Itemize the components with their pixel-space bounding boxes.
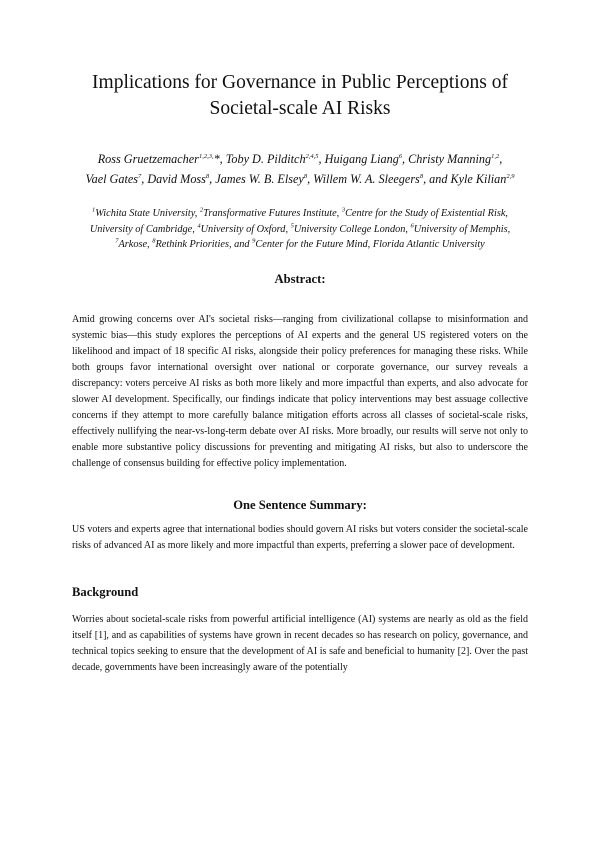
background-text: Worries about societal-scale risks from powerful artificial intelligence (AI) systems are nearly as old as the field itself [1], and as capabilities of systems have grown in recent decades so has research on policy, governance, and technical topics seeking to ensure that the development of AI is safe and beneficial to humanity [2]. Over the past decade, governments have been increasingly aware of the potentially xyxy=(72,613,528,673)
title-line-2: Societal-scale AI Risks xyxy=(209,98,391,119)
affiliation: University of Memphis, xyxy=(413,223,511,235)
author-affil-sup: 1,2 xyxy=(491,152,500,160)
author-name: Vael Gates xyxy=(85,172,138,186)
author-name: Kyle Kilian xyxy=(450,172,507,186)
summary-heading: One Sentence Summary: xyxy=(233,497,367,512)
affil-sup: 5 xyxy=(290,222,294,230)
author-affil-sup: 1,2,3, xyxy=(198,152,214,160)
author-sep: *, xyxy=(213,152,226,166)
author-affil-sup: 2,9 xyxy=(506,172,515,180)
affil-sup: 1 xyxy=(92,206,96,214)
background-heading: Background xyxy=(72,584,139,599)
author-sep: , xyxy=(318,152,325,166)
author-sep: , xyxy=(209,172,216,186)
summary-text: US voters and experts agree that international bodies should govern AI risks but voters consider the societal-scale risks of advanced AI as more likely and more impactful than experts, preferring a slower pace of development. xyxy=(72,523,528,551)
author-sep: , xyxy=(499,152,503,166)
affil-sup: 3 xyxy=(341,206,346,214)
paper-page xyxy=(0,70,600,846)
affiliation: University of Oxford, xyxy=(200,223,291,235)
paper-title xyxy=(72,70,528,122)
affiliation: Wichita State University, xyxy=(95,208,200,219)
author-affil-sup: 8 xyxy=(419,172,424,180)
author-name: Huigang Liang xyxy=(324,152,399,166)
author-affil-sup: 6 xyxy=(398,152,403,160)
author-sep: , xyxy=(307,172,314,186)
author-name: James W. B. Elsey xyxy=(215,172,304,186)
author-sep: , xyxy=(402,152,409,166)
affil-sup: 2 xyxy=(199,206,204,214)
affil-sup: 6 xyxy=(410,222,414,230)
affiliation: Transformative Futures Institute, xyxy=(203,208,342,219)
affil-sup: 8 xyxy=(152,237,156,245)
author-list xyxy=(72,149,528,189)
author-sep: , and xyxy=(423,172,451,186)
author-affil-sup: 2,4,5 xyxy=(305,152,319,160)
author-name: Ross Gruetzemacher xyxy=(97,152,199,166)
author-affil-sup: 8 xyxy=(205,172,210,180)
author-name: Christy Manning xyxy=(408,152,492,166)
abstract-heading: Abstract: xyxy=(274,271,326,286)
affiliation: Centre for the Study of Existential Risk, University of Cambridge, xyxy=(89,208,508,235)
author-sep: , xyxy=(141,172,148,186)
author-name: Toby D. Pilditch xyxy=(225,152,306,166)
affiliation-list xyxy=(72,206,528,253)
affiliation: University College London, xyxy=(293,223,411,235)
affiliation: Arkose, xyxy=(118,239,153,250)
author-name: Willem W. A. Sleegers xyxy=(313,172,420,186)
affil-sup: 7 xyxy=(115,237,119,245)
affil-sup: 9 xyxy=(252,237,256,245)
affiliation: Rethink Priorities, and xyxy=(155,239,253,250)
affil-sup: 4 xyxy=(197,222,201,230)
affiliation: Center for the Future Mind, Florida Atlantic University xyxy=(255,239,485,250)
author-affil-sup: 7 xyxy=(138,172,142,180)
author-name: David Moss xyxy=(147,172,206,186)
title-line-1: Implications for Governance in Public Perceptions of xyxy=(92,72,508,93)
author-affil-sup: 8 xyxy=(303,172,308,180)
abstract-text: Amid growing concerns over AI's societal risks—ranging from civilizational collapse to misinformation and systemic bias—this study explores the perceptions of AI experts and the general US registered voters on the likelihood and impact of 18 specific AI risks, alongside their policy preferences for managing these risks. While both groups favor international oversight over national or corporate governance, our survey reveals a discrepancy: voters perceive AI risks as both more likely and more impactful than experts, and also advocate for slower AI development. Specifically, our findings indicate that policy interventions may best assuage collective concerns if they attempt to more carefully balance mitigation efforts across all classes of societal-scale risks, effectively nullifying the near-vs-long-term debate over AI risks. More broadly, our results will serve not only to enable more substantive policy discussions for preventing and mitigating AI risks, but also to underscore the challenge of consensus building for effective policy implementation. xyxy=(72,313,528,469)
